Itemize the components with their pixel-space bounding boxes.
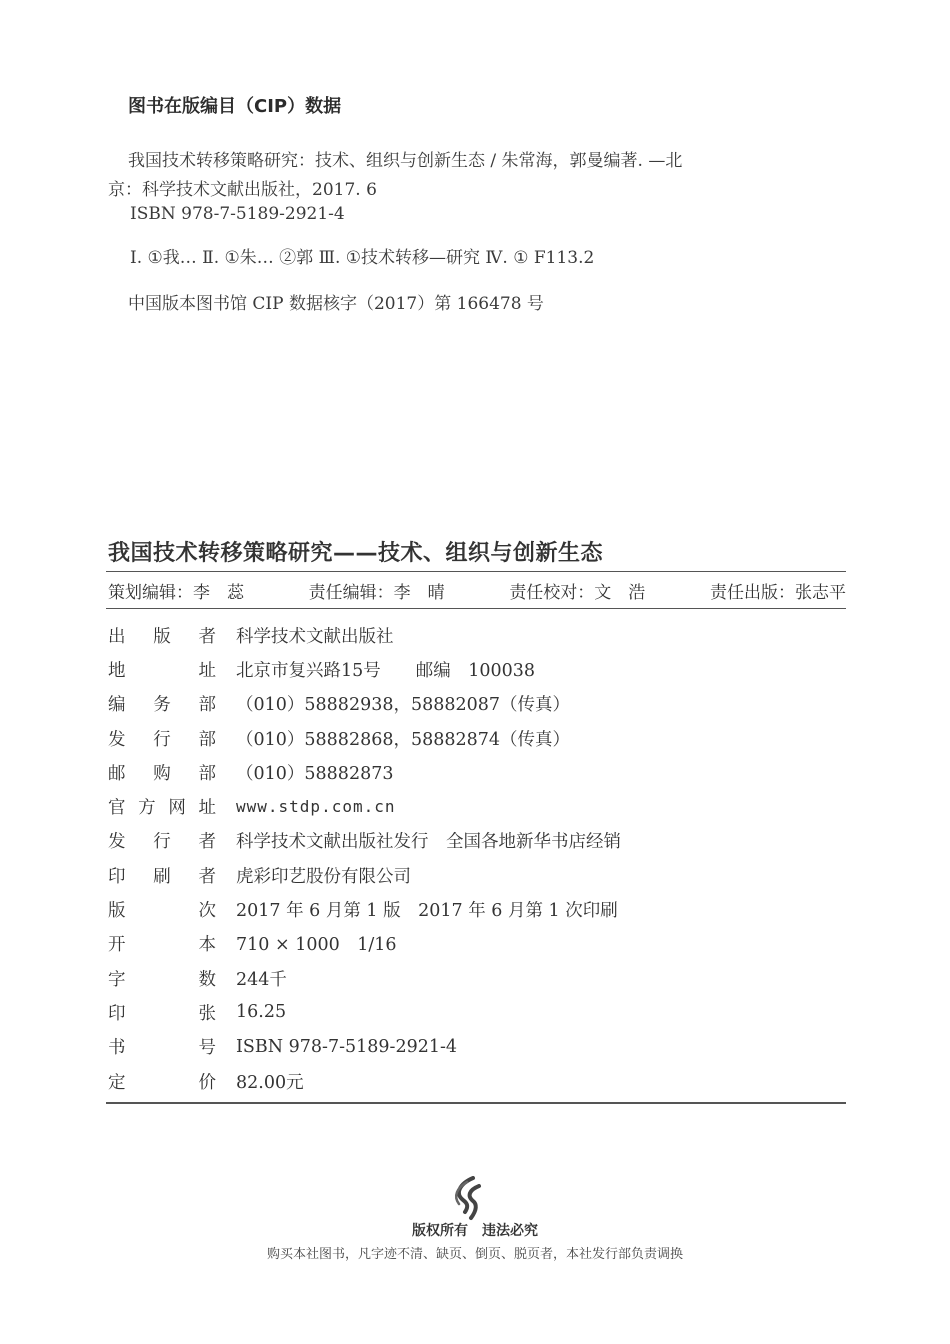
- editor-credits: [108, 578, 846, 603]
- cip-classification: Ⅰ. ①我… Ⅱ. ①朱… ②郭 Ⅲ. ①技术转移—研究 Ⅳ. ① F113.2: [130, 248, 595, 268]
- detail-label-char: 址: [198, 798, 216, 819]
- detail-label: [108, 1034, 216, 1059]
- detail-label-char: 部: [198, 729, 216, 750]
- detail-label-char: 数: [198, 969, 216, 990]
- detail-row: [108, 961, 846, 995]
- detail-label-char: 者: [198, 866, 216, 887]
- detail-row: [108, 652, 846, 686]
- detail-value: （010）58882873: [236, 763, 394, 784]
- detail-label-char: 址: [198, 660, 216, 681]
- detail-row: [108, 995, 846, 1029]
- detail-value: ISBN 978-7-5189-2921-4: [236, 1036, 458, 1057]
- title-divider: [106, 571, 846, 572]
- detail-label: [108, 760, 216, 785]
- detail-value: 16.25: [236, 1002, 287, 1023]
- detail-label-char: 官: [108, 798, 126, 819]
- detail-row: [108, 755, 846, 789]
- detail-label: [108, 863, 216, 888]
- detail-label: [108, 794, 216, 819]
- book-title: 我国技术转移策略研究——技术、组织与创新生态: [108, 541, 604, 566]
- detail-row: [108, 927, 846, 961]
- detail-label: [108, 691, 216, 716]
- detail-label-char: 部: [198, 695, 216, 716]
- detail-row: [108, 789, 846, 823]
- detail-label: [108, 1000, 216, 1025]
- detail-value: 虎彩印艺股份有限公司: [236, 866, 411, 887]
- detail-label: [108, 828, 216, 853]
- copyright-notice: 版权所有 违法必究: [412, 1223, 538, 1239]
- detail-label-char: 本: [198, 935, 216, 956]
- detail-label-char: 价: [198, 1072, 216, 1093]
- details-bottom-divider: [106, 1102, 846, 1104]
- detail-value: 北京市复兴路15号 邮编 100038: [236, 660, 536, 681]
- detail-label-char: 者: [198, 626, 216, 647]
- detail-label-char: 次: [198, 901, 216, 922]
- detail-label: [108, 897, 216, 922]
- detail-label-char: 行: [153, 832, 171, 853]
- detail-label-char: 购: [153, 763, 171, 784]
- cip-isbn: ISBN 978-7-5189-2921-4: [130, 204, 345, 224]
- detail-label-char: 发: [108, 729, 126, 750]
- detail-value: 82.00元: [236, 1072, 304, 1093]
- detail-value: www.stdp.com.cn: [236, 797, 396, 817]
- cip-bibliographic-line-2: 京：科学技术文献出版社，2017. 6: [108, 180, 377, 200]
- detail-label: [108, 1069, 216, 1094]
- cip-bibliographic-line-1: 我国技术转移策略研究：技术、组织与创新生态 / 朱常海，郭曼编著. —北: [128, 151, 683, 171]
- detail-label-char: 方: [138, 798, 156, 819]
- detail-value: 244千: [236, 969, 287, 990]
- responsible-editor: 责任编辑：李 晴: [308, 583, 445, 603]
- detail-row: [108, 892, 846, 926]
- detail-row: [108, 858, 846, 892]
- detail-label-char: 行: [153, 729, 171, 750]
- detail-label: [108, 623, 216, 648]
- detail-label: [108, 966, 216, 991]
- detail-label-char: 刷: [153, 866, 171, 887]
- detail-label-char: 务: [153, 695, 171, 716]
- detail-row: [108, 721, 846, 755]
- detail-value: 2017 年 6 月第 1 版 2017 年 6 月第 1 次印刷: [236, 901, 618, 922]
- detail-label-char: 张: [198, 1003, 216, 1024]
- detail-label-char: 编: [108, 695, 126, 716]
- detail-value: 710 × 1000 1/16: [236, 935, 397, 956]
- detail-row: [108, 687, 846, 721]
- planning-editor: 策划编辑：李 蕊: [108, 583, 244, 603]
- detail-label: [108, 726, 216, 751]
- credits-divider: [106, 608, 846, 609]
- detail-label-char: 地: [108, 660, 126, 681]
- detail-label-char: 号: [198, 1038, 216, 1059]
- detail-label-char: 者: [198, 832, 216, 853]
- cip-heading: 图书在版编目（CIP）数据: [128, 96, 342, 117]
- detail-label: [108, 931, 216, 956]
- detail-label-char: 印: [108, 1003, 126, 1024]
- detail-label-char: 部: [198, 763, 216, 784]
- detail-label-char: 定: [108, 1072, 126, 1093]
- detail-label-char: 出: [108, 626, 126, 647]
- detail-label-char: 版: [153, 626, 171, 647]
- detail-label-char: 字: [108, 969, 126, 990]
- detail-value: 科学技术文献出版社发行 全国各地新华书店经销: [236, 832, 621, 853]
- detail-row: [108, 1064, 846, 1098]
- detail-value: （010）58882868，58882874（传真）: [236, 729, 571, 750]
- detail-label: [108, 657, 216, 682]
- detail-label-char: 书: [108, 1038, 126, 1059]
- detail-row: [108, 824, 846, 858]
- detail-label-char: 印: [108, 866, 126, 887]
- imprint-details: [108, 618, 846, 1098]
- detail-label-char: 邮: [108, 763, 126, 784]
- publisher-logo-icon: [449, 1176, 489, 1222]
- detail-label-char: 开: [108, 935, 126, 956]
- production-manager: 责任出版：张志平: [709, 583, 846, 603]
- detail-label-char: 发: [108, 832, 126, 853]
- detail-row: [108, 1030, 846, 1064]
- detail-value: 科学技术文献出版社: [236, 626, 394, 647]
- cip-record-number: 中国版本图书馆 CIP 数据核字（2017）第 166478 号: [128, 294, 544, 314]
- detail-label-char: 网: [168, 798, 186, 819]
- proofreader: 责任校对：文 浩: [509, 583, 646, 603]
- detail-label-char: 版: [108, 901, 126, 922]
- detail-value: （010）58882938，58882087（传真）: [236, 695, 571, 716]
- detail-row: [108, 618, 846, 652]
- exchange-notice: 购买本社图书，凡字迹不清、缺页、倒页、脱页者，本社发行部负责调换: [266, 1247, 683, 1262]
